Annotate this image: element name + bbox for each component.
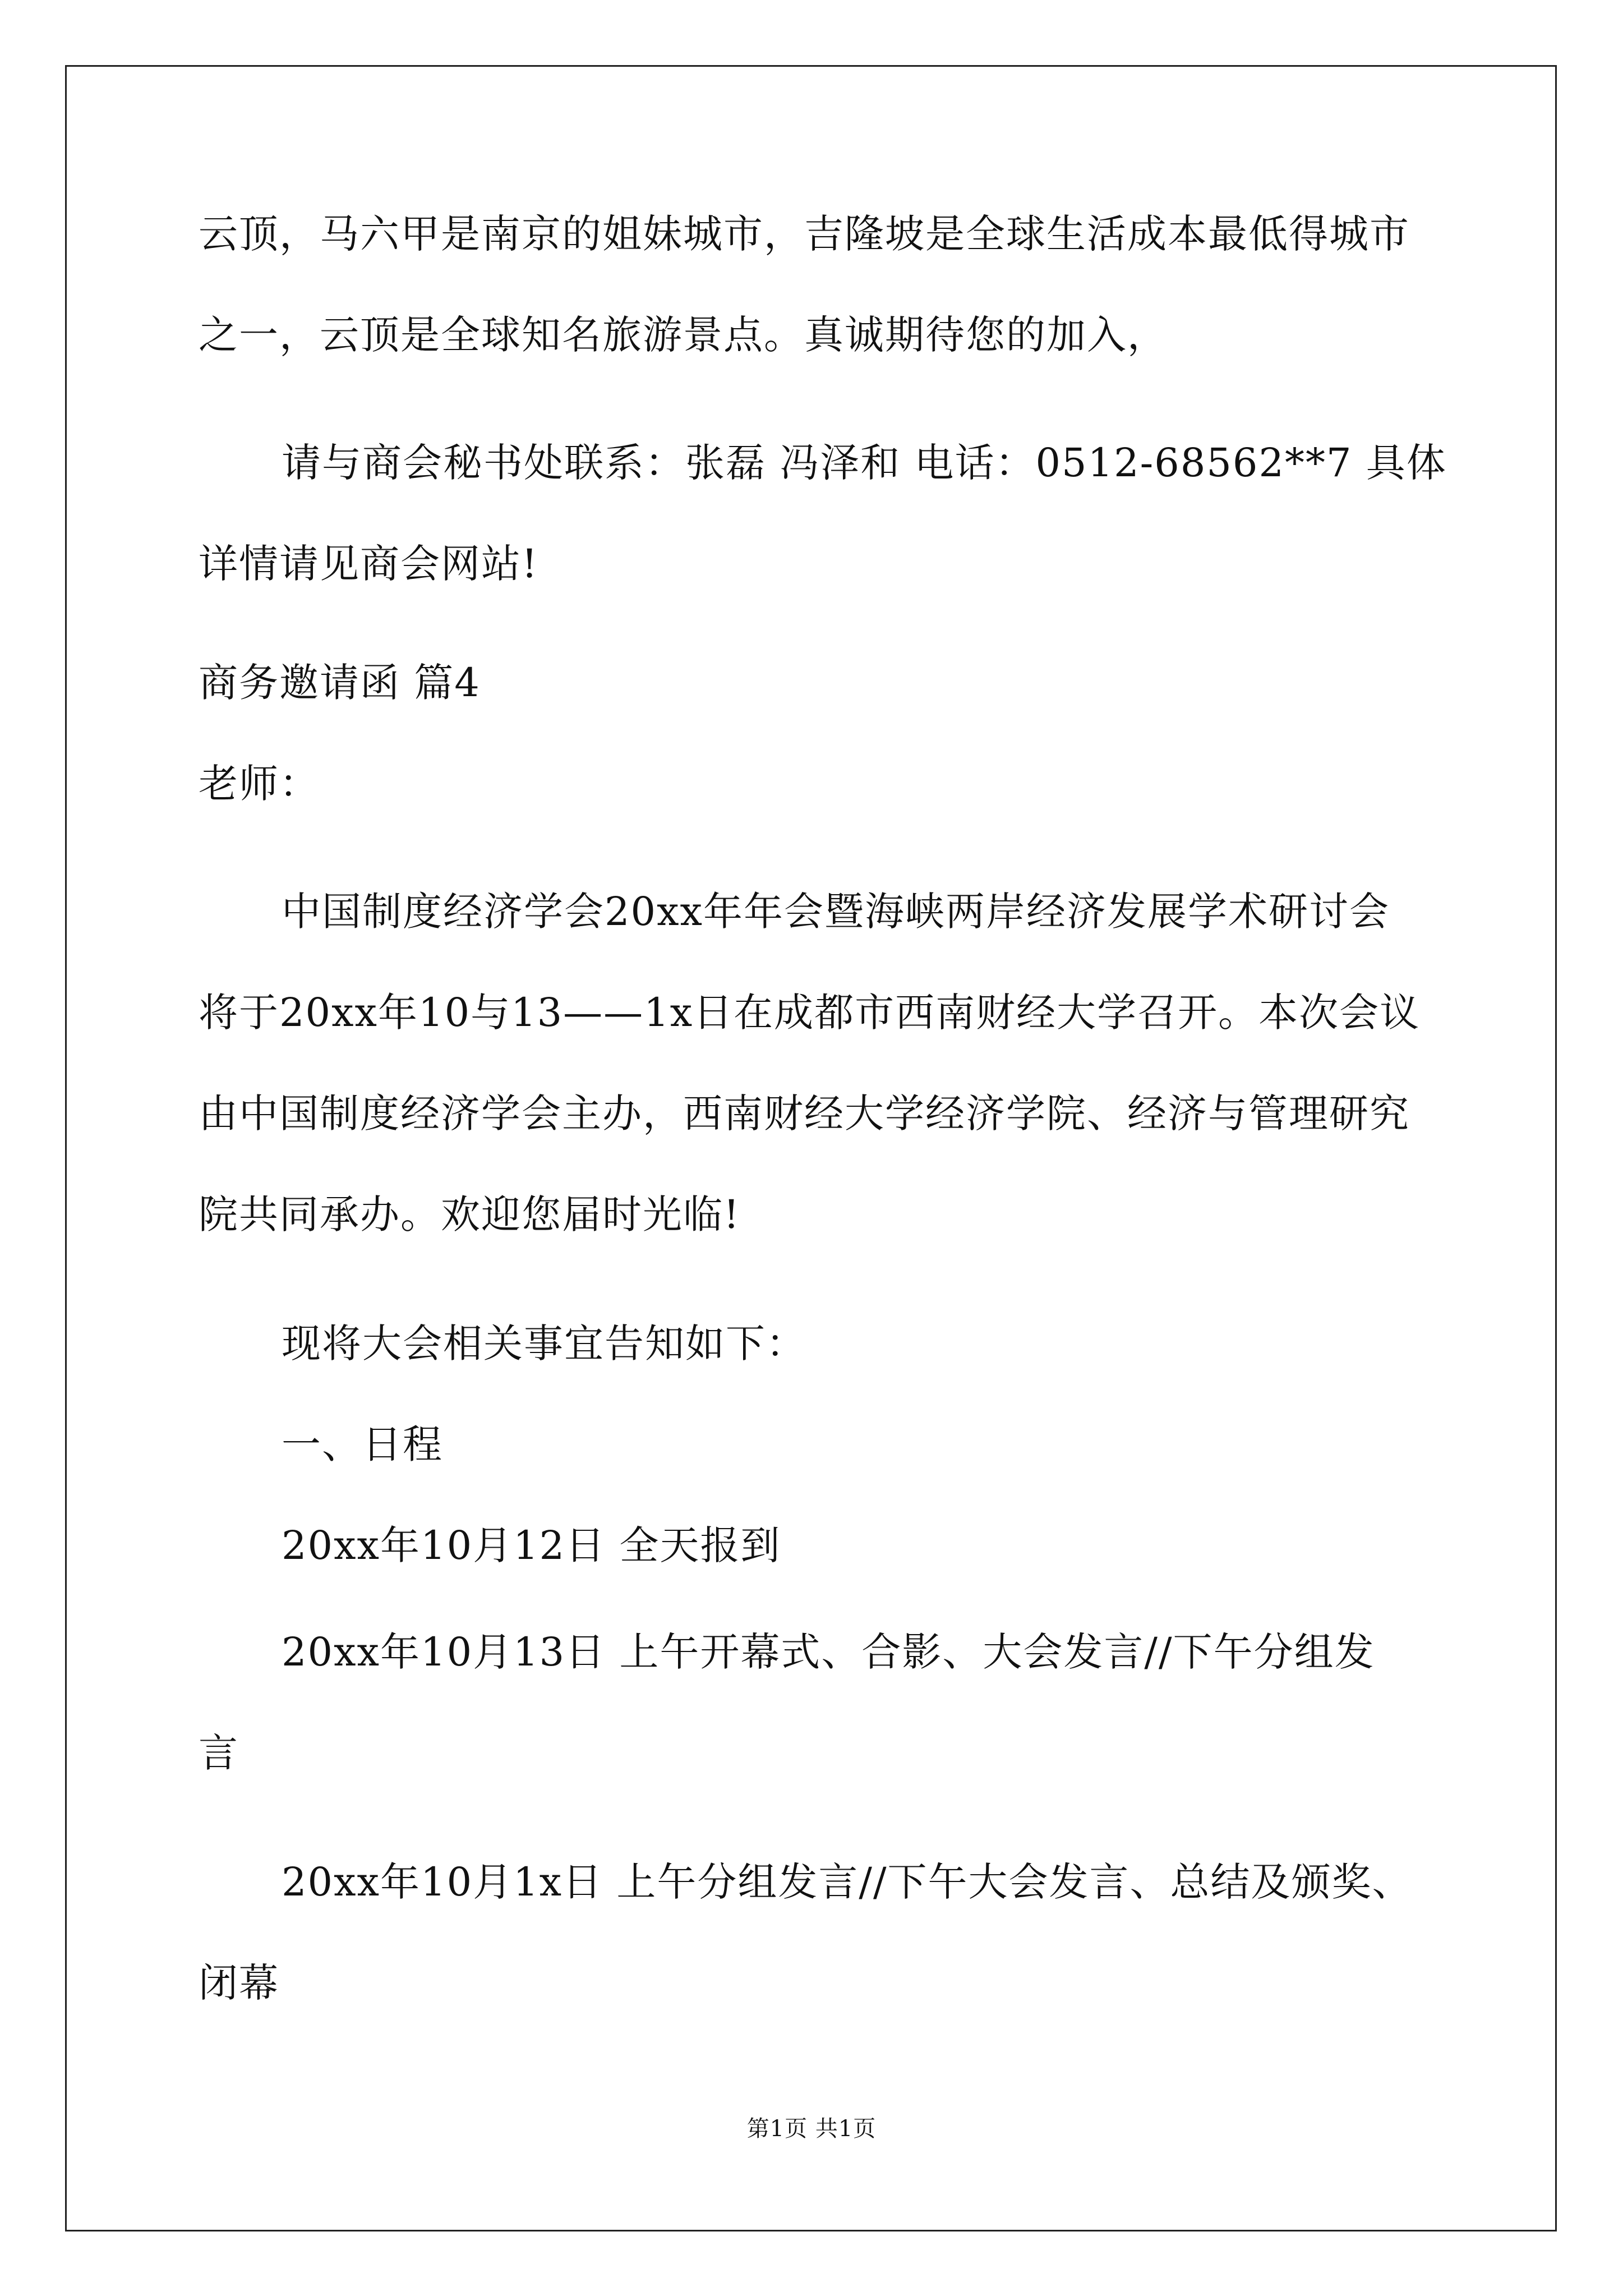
salutation: 老师： <box>199 761 320 807</box>
schedule-line: 20xx年10月1x日 上午分组发言//下午大会发言、总结及颁奖、 <box>282 1859 1413 1905</box>
text-line: 详情请见商会网站! <box>199 541 539 587</box>
schedule-line: 20xx年10月12日 全天报到 <box>282 1522 781 1568</box>
text-line: 云顶，马六甲是南京的姐妹城市，吉隆坡是全球生活成本最低得城市 <box>199 211 1410 257</box>
schedule-line: 20xx年10月13日 上午开幕式、合影、大会发言//下午分组发 <box>282 1629 1375 1675</box>
text-line: 中国制度经济学会20xx年年会暨海峡两岸经济发展学术研讨会 <box>282 889 1390 935</box>
text-line: 院共同承办。欢迎您届时光临! <box>199 1191 741 1237</box>
text-line: 之一，云顶是全球知名旅游景点。真诚期待您的加入， <box>199 312 1168 358</box>
text-line: 现将大会相关事宜告知如下： <box>282 1320 806 1366</box>
text-line: 请与商会秘书处联系：张磊 冯泽和 电话：0512-68562**7 具体 <box>282 440 1447 486</box>
subheading: 一、日程 <box>282 1421 443 1467</box>
page-footer: 第1页 共1页 <box>746 2116 877 2142</box>
text-line: 将于20xx年10与13——1x日在成都市西南财经大学召开。本次会议 <box>199 990 1421 1036</box>
text-line: 由中国制度经济学会主办，西南财经大学经济学院、经济与管理研究 <box>199 1091 1410 1137</box>
text-line: 言 <box>199 1730 239 1776</box>
section-heading: 商务邀请函 篇4 <box>199 660 481 706</box>
text-line: 闭幕 <box>199 1960 279 2006</box>
